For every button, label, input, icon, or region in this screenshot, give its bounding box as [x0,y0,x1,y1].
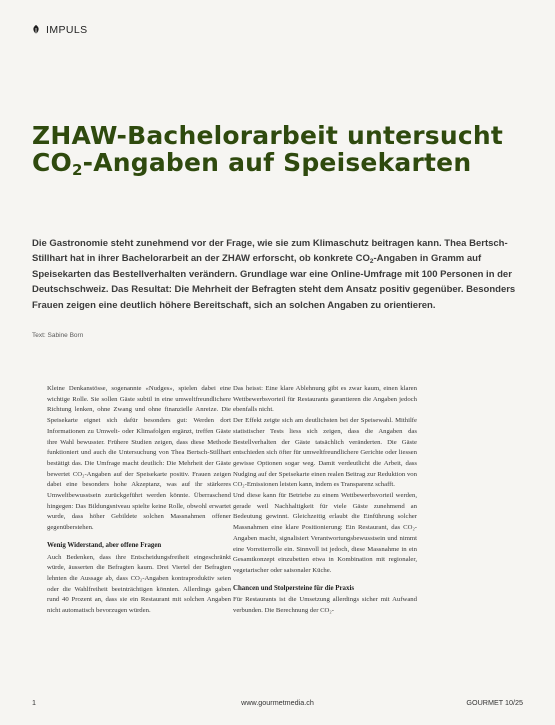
section-label: IMPULS [46,24,88,36]
article-headline: ZHAW-Bachelorarbeit untersucht $CO_2$-Angaben auf Speisekarten [32,121,504,179]
subheading: Chancen und Stolpersteine für die Praxis [233,584,355,592]
body-paragraph: Kleine Denkanstösse, sogenannte «Nudges», spielen dabei eine wichtige Rolle. Sie sollen Gäste subtil in eine umweltfreundlichere Richtung lenken, ohne Zwang und ohne finanzielle Anreize. Die Speisekarte eignet sich dafür besonders gut: Werden dort Informationen zu Umwelt- oder Klimafolgen ergänzt, treffen Gäste ihre Wahl bewusster. Frühere Studien zeigen, dass diese Methode funktioniert und auch die Untersuchung von Thea Bertsch-Stillhart bestätigt das. Die Umfrage macht deutlich: Die Mehrheit der Gäste bewertet CO₂-Angaben auf der Speisekarte positiv. Frauen zeigen dabei eine besonders hohe Akzeptanz, was auf ihr stärkeres Umweltbewusstsein zurückgeführt werden könnte. Überraschend hingegen: Das Bildungsniveau spielte keine Rolle, obwohl erwartet wurde, dass höher Gebildete solchen Massnahmen offener gegenüberstehen. [47,385,231,532]
article-lead: Die Gastronomie steht zunehmend vor der Frage, wie sie zum Klimaschutz beitragen kann. Thea Bertsch-Stillhart hat in ihrer Bachelorarbeit an der ZHAW erforscht, ob konkrete $CO_2$-Angaben in Gramm auf Speisekarten das Bestellverhalten verändern. Grundlage war eine Online-Umfrage mit 100 Personen in der Deutschschweiz. Das Resultat: Die Mehrheit der Befragten steht dem Ansatz positiv gegenüber. Besonders Frauen zeigen eine deutlich höhere Bereitschaft, sich an solchen Angaben zu orientieren. [32,238,516,311]
author-credit: Text: Sabine Born [32,332,84,339]
issue-label: GOURMET 10/25 [466,698,523,707]
website-link[interactable]: www.gourmetmedia.ch [241,698,314,707]
page-footer [32,698,523,707]
body-paragraph: Auch Bedenken, dass ihre Entscheidungsfreiheit eingeschränkt würde, äusserten die Befragten kaum. Drei Viertel der Befragten lehnten die Aussage ab, dass CO₂-Angaben kontraproduktiv seien oder die Wahlfreiheit beeinträchtigen könnten. Allerdings gaben rund 40 Prozent an, dass sie ein Restaurant mit solchen Angaben nicht automatisch bevorzugen würden. [47,553,231,615]
subheading: Wenig Widerstand, aber offene Fragen [47,541,162,549]
leaf-icon [32,25,40,35]
body-paragraph: Für Restaurants ist die Umsetzung allerdings sicher mit Aufwand verbunden. Die Berechnung der CO₂- [233,596,417,615]
section-tag [32,24,88,36]
body-paragraph: Das heisst: Eine klare Ablehnung gibt es zwar kaum, einen klaren Wettbewerbsvorteil für Restaurants garantieren die Angaben jedoch ebenfalls nicht. [233,385,417,414]
page-number: 1 [32,698,36,707]
body-column-left [47,384,231,617]
body-paragraph: Der Effekt zeigte sich am deutlichsten bei der Speisewahl. Mithilfe statistischer Tests liess sich zeigen, dass die Angaben das Bestellverhalten der Gäste tatsächlich veränderten. Die Gäste entschieden sich öfter für umweltfreundlichere Gerichte oder liessen gewisse Optionen sogar weg. Damit verdeutlicht die Arbeit, dass Nudging auf der Speisekarte einen realen Beitrag zur Reduktion von CO₂-Emissionen leisten kann, indem es Transparenz schafft. [233,417,417,489]
body-column-right [233,384,417,617]
body-paragraph: Und diese kann für Betriebe zu einem Wettbewerbsvorteil werden, gerade weil Nachhaltigkeit für viele Gäste zunehmend an Bedeutung gewinnt. Gleichzeitig erlaubt die Einführung solcher Massnahmen eine klare Positionierung: Ein Restaurant, das CO₂-Angaben macht, signalisiert Verantwortungsbewusstsein und nimmt eine Vorreiterrolle ein. Sinnvoll ist jedoch, diese Massnahme in ein Gesamtkonzept einzubetten etwa in Kombination mit regionaler, vegetarischer oder saisonaler Küche. [233,492,417,574]
